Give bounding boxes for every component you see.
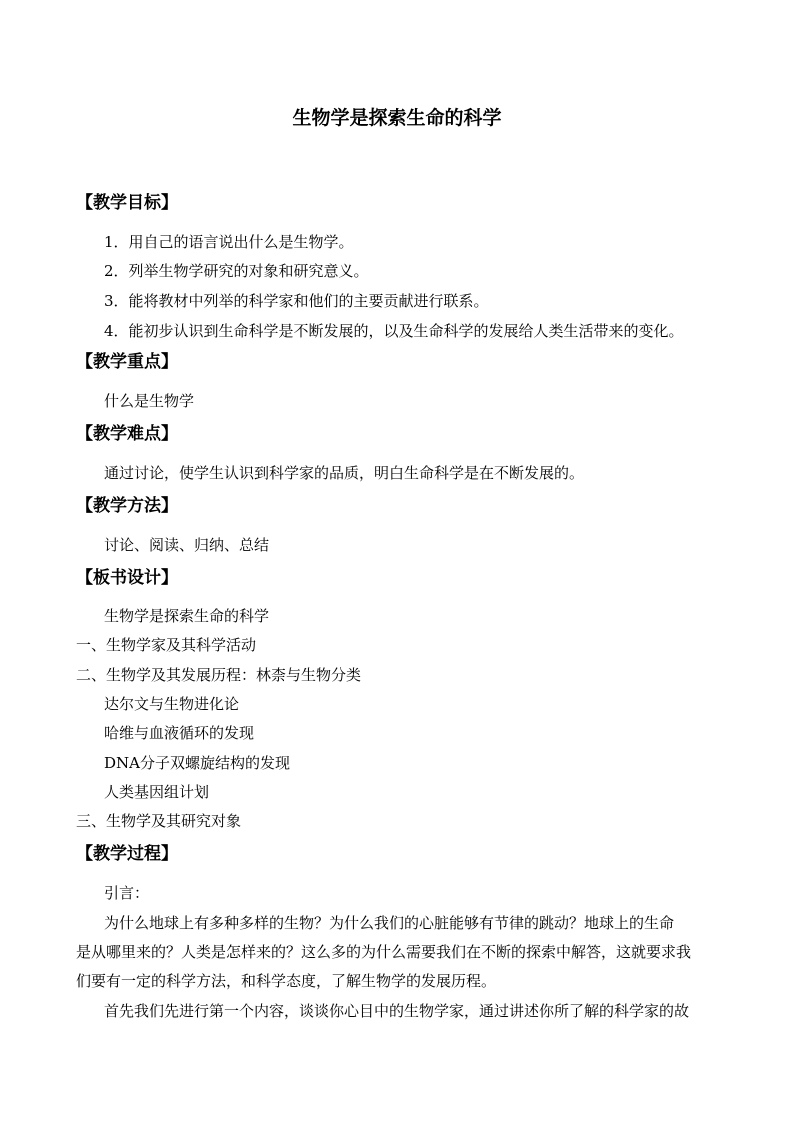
intro-label: 引言：: [104, 884, 150, 902]
paragraph-line: 是从哪里来的？人类是怎样来的？这么多的为什么需要我们在不断的探索中解答，这就要求我: [76, 943, 692, 961]
heading-difficulties: 【教学难点】: [76, 424, 178, 444]
difficulties-text: 通过讨论，使学生认识到科学家的品质，明白生命科学是在不断发展的。: [104, 464, 585, 482]
paragraph-line: 为什么地球上有多种多样的生物？为什么我们的心脏能够有节律的跳动？地球上的生命: [104, 914, 675, 932]
heading-teaching-goals: 【教学目标】: [76, 193, 178, 213]
paragraph-line: 首先我们先进行第一个内容，谈谈你心目中的生物学家，通过讲述你所了解的科学家的故: [104, 1002, 690, 1020]
goal-item-1: 1．用自己的语言说出什么是生物学。: [104, 233, 354, 251]
board-line: 生物学是探索生命的科学: [104, 607, 270, 625]
board-line: 二、生物学及其发展历程：林柰与生物分类: [76, 666, 362, 684]
goal-item-4: 4．能初步认识到生命科学是不断发展的，以及生命科学的发展给人类生活带来的变化。: [104, 322, 684, 340]
methods-text: 讨论、阅读、归纳、总结: [104, 536, 270, 554]
board-line: 三、生物学及其研究对象: [76, 812, 242, 830]
document-title: 生物学是探索生命的科学: [292, 107, 502, 129]
goal-item-2: 2．列举生物学研究的对象和研究意义。: [104, 262, 369, 280]
board-line: 达尔文与生物进化论: [104, 695, 240, 713]
key-points-text: 什么是生物学: [104, 392, 195, 410]
paragraph-line: 们要有一定的科学方法，和科学态度，了解生物学的发展历程。: [76, 972, 497, 990]
board-line: DNA分子双螺旋结构的发现: [104, 754, 290, 772]
heading-key-points: 【教学重点】: [76, 352, 178, 372]
heading-board-design: 【板书设计】: [76, 568, 178, 588]
goal-item-3: 3．能将教材中列举的科学家和他们的主要贡献进行联系。: [104, 292, 489, 310]
heading-methods: 【教学方法】: [76, 496, 178, 516]
heading-teaching-process: 【教学过程】: [76, 844, 178, 864]
board-line: 一、生物学家及其科学活动: [76, 636, 257, 654]
board-line: 人类基因组计划: [104, 783, 210, 801]
board-line: 哈维与血液循环的发现: [104, 724, 255, 742]
